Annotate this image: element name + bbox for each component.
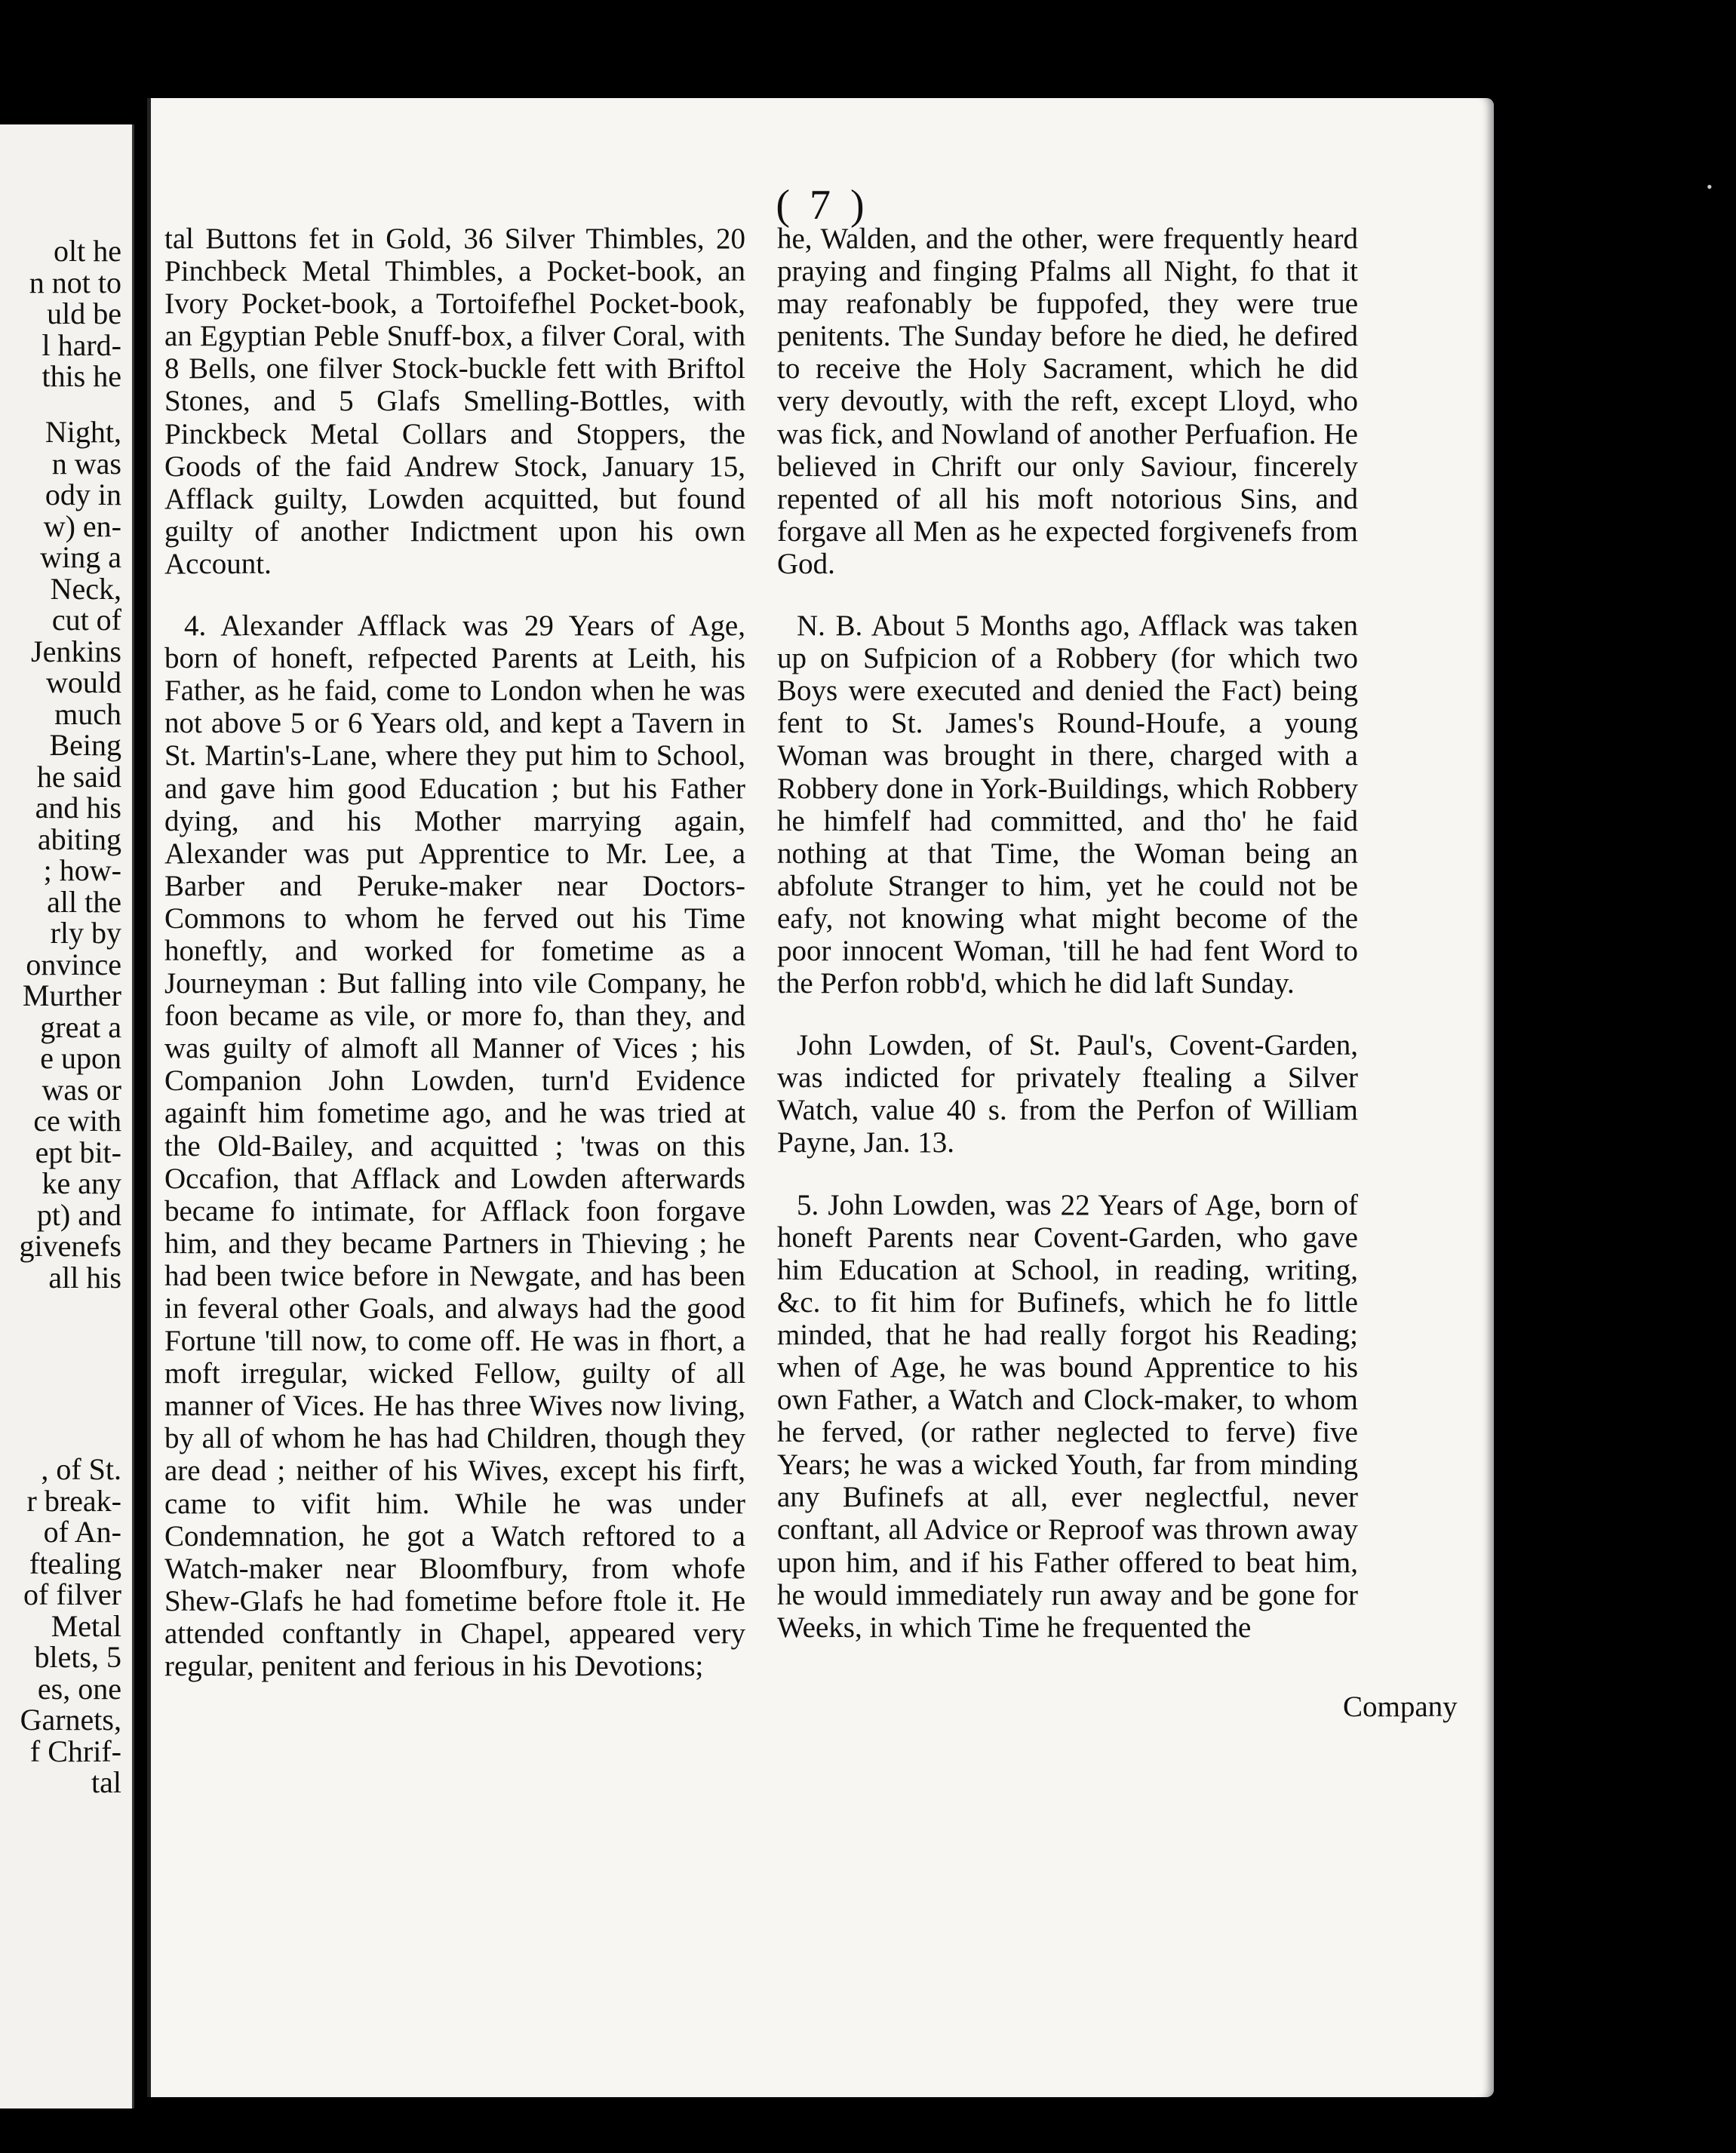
facing-page-line: w) en-: [43, 508, 121, 543]
facing-page-line: givenefs: [19, 1229, 121, 1263]
left-column: [164, 223, 745, 1712]
facing-page-line: much: [54, 696, 121, 731]
facing-page-line: n not to: [29, 265, 121, 299]
facing-page-line: ftealing: [29, 1546, 121, 1580]
facing-page-line: Garnets,: [20, 1703, 121, 1737]
facing-page-line: Neck,: [50, 571, 121, 606]
facing-page-line: was or: [41, 1072, 121, 1107]
facing-page-line: ody in: [45, 478, 121, 511]
facing-page-line: tal: [91, 1765, 121, 1799]
facing-page-line: all his: [48, 1260, 121, 1295]
facing-page-line: l hard-: [41, 327, 121, 362]
facing-page-line: olt he: [54, 234, 121, 268]
facing-page-line: e upon: [40, 1041, 121, 1075]
facing-page-line: wing a: [40, 540, 121, 574]
facing-page-line: r break-: [26, 1483, 121, 1518]
facing-page-line: ept bit-: [35, 1135, 121, 1169]
facing-page-line: and his: [35, 791, 121, 825]
facing-page-line: Night,: [45, 415, 121, 449]
facing-page-line: Metal: [51, 1608, 121, 1643]
edge-mark: •: [1707, 177, 1713, 196]
facing-page-line: uld be: [47, 296, 121, 330]
facing-page-line: Being: [49, 728, 121, 762]
facing-page-line: this he: [41, 359, 121, 393]
page-number: ( 7 ): [776, 182, 869, 229]
facing-page-line: ke any: [41, 1166, 121, 1200]
facing-page-line: rly by: [50, 916, 121, 950]
facing-page-line: ce with: [33, 1104, 121, 1138]
facing-page-line: pt) and: [36, 1197, 121, 1232]
facing-page-line: onvince: [26, 947, 121, 981]
facing-page-line: of filver: [23, 1577, 121, 1611]
paragraph-nota-bene: N. B. About 5 Months ago, Afflack was taken up on Sufpicion of a Robbery (for which two Boys were executed and denied the Fact) being fent to St. James's Round-Houfe, a young Woman was brought in there, charged with a Robbery done in York-Buildings, which Robbery he himfelf had committed, and tho' he faid nothing at that Time, the Woman being an abfolute Stranger to him, yet he could not be eafy, not knowing what might become of the poor innocent Woman, 'till he had fent Word to the Perfon robb'd, which he did laft Sunday.: [777, 610, 1358, 1000]
facing-page-line: ; how-: [43, 853, 121, 887]
facing-page-line: he said: [36, 759, 121, 794]
paragraph-penitents: he, Walden, and the other, were frequently heard praying and finging Pfalms all Night, fo that it may reafonably be fuppofed, they were true penitents. The Sunday before he died, he defired to receive the Holy Sacrament, which he did very devoutly, with the reft, except Lloyd, who was fick, and Nowland of another Perfuafion. He believed in Chrift our only Saviour, fincerely repented of all his moft notorious Sins, and forgave all Men as he expected forgivenefs from God.: [777, 223, 1358, 580]
paragraph-lowden: 5. John Lowden, was 22 Years of Age, born of honeft Parents near Covent-Garden, who gave him Education at School, in reading, writing, &c. to fit him for Bufinefs, which he fo little minded, that he had really forgot his Reading; when of Age, he was bound Apprentice to his own Father, a Watch and Clock-maker, to whom he ferved, (or rather neglected to ferve) five Years; he was a wicked Youth, far from minding any Bufinefs at all, ever neglectful, never conftant, all Advice or Reproof was thrown away upon him, and if his Father offered to beat him, he would immediately run away and be gone for Weeks, in which Time he frequented the: [777, 1188, 1358, 1644]
facing-page-line: would: [46, 665, 121, 699]
facing-page-line: all the: [47, 884, 121, 919]
page: [147, 98, 1494, 2097]
facing-page-line: blets, 5: [34, 1640, 121, 1674]
facing-page-line: Jenkins: [31, 634, 121, 668]
paragraph-inventory: tal Buttons fet in Gold, 36 Silver Thimbles, 20 Pinchbeck Metal Thimbles, a Pocket-book, an Ivory Pocket-book, a Tortoifefhel Pocket-book, an Egyptian Peble Snuff-box, a filver Coral, with 8 Bells, one filver Stock-buckle fett with Briftol Stones, and 5 Glafs Smelling-Bottles, with Pinckbeck Metal Collars and Stoppers, the Goods of the faid Andrew Stock, January 15, Afflack guilty, Lowden acquitted, but found guilty of another Indictment upon his own Account.: [164, 223, 745, 580]
facing-page-fragment: [0, 124, 134, 2108]
right-column: [777, 223, 1358, 1673]
facing-page-line: f Chrif-: [29, 1734, 121, 1768]
facing-page-line: , of St.: [41, 1452, 121, 1486]
facing-page-line: of An-: [43, 1515, 121, 1549]
catchword: Company: [1343, 1691, 1458, 1723]
facing-page-line: abiting: [37, 822, 121, 856]
paragraph-afflack: 4. Alexander Afflack was 29 Years of Age, born of honeft, refpected Parents at Leith, his Father, as he faid, come to London when he was not above 5 or 6 Years old, and kept a Tavern in St. Martin's-Lane, where they put him to School, and gave him good Education ; but his Father dying, and his Mother marrying again, Alexander was put Apprentice to Mr. Lee, a Barber and Peruke-maker near Doctors-Commons to whom he ferved out his Time honeftly, and worked for fometime as a Journeyman : But falling into vile Company, he foon became as vile, or more fo, than they, and was guilty of almoft all Manner of Vices ; his Companion John Lowden, turn'd Evidence againft him fometime ago, and he was tried at the Old-Bailey, and acquitted ; 'twas on this Occafion, that Afflack and Lowden afterwards became fo intimate, for Afflack foon forgave him, and they became Partners in Thieving ; he had been twice before in Newgate, and has been in feveral other Goals, and always had the good Fortune 'till now, to come off. He was in fhort, a moft irregular, wicked Fellow, guilty of all manner of Vices. He has three Wives now living, by all of whom he has had Children, though they are dead ; neither of his Wives, except his firft, came to vifit him. While he was under Condemnation, he got a Watch reftored to a Watch-maker near Bloomfbury, from whofe Shew-Glafs he had fometime before ftole it. He attended conftantly in Chapel, appeared very regular, penitent and ferious in his Devotions;: [164, 610, 745, 1683]
facing-page-line: es, one: [37, 1671, 121, 1706]
facing-page-line: Murther: [22, 978, 121, 1012]
facing-page-line: n was: [51, 446, 121, 481]
facing-page-line: great a: [40, 1009, 121, 1044]
facing-page-line: cut of: [51, 603, 121, 637]
paragraph-lowden-indictment: John Lowden, of St. Paul's, Covent-Garden, was indicted for privately ftealing a Silver Watch, value 40 s. from the Perfon of William Payne, Jan. 13.: [777, 1029, 1358, 1159]
